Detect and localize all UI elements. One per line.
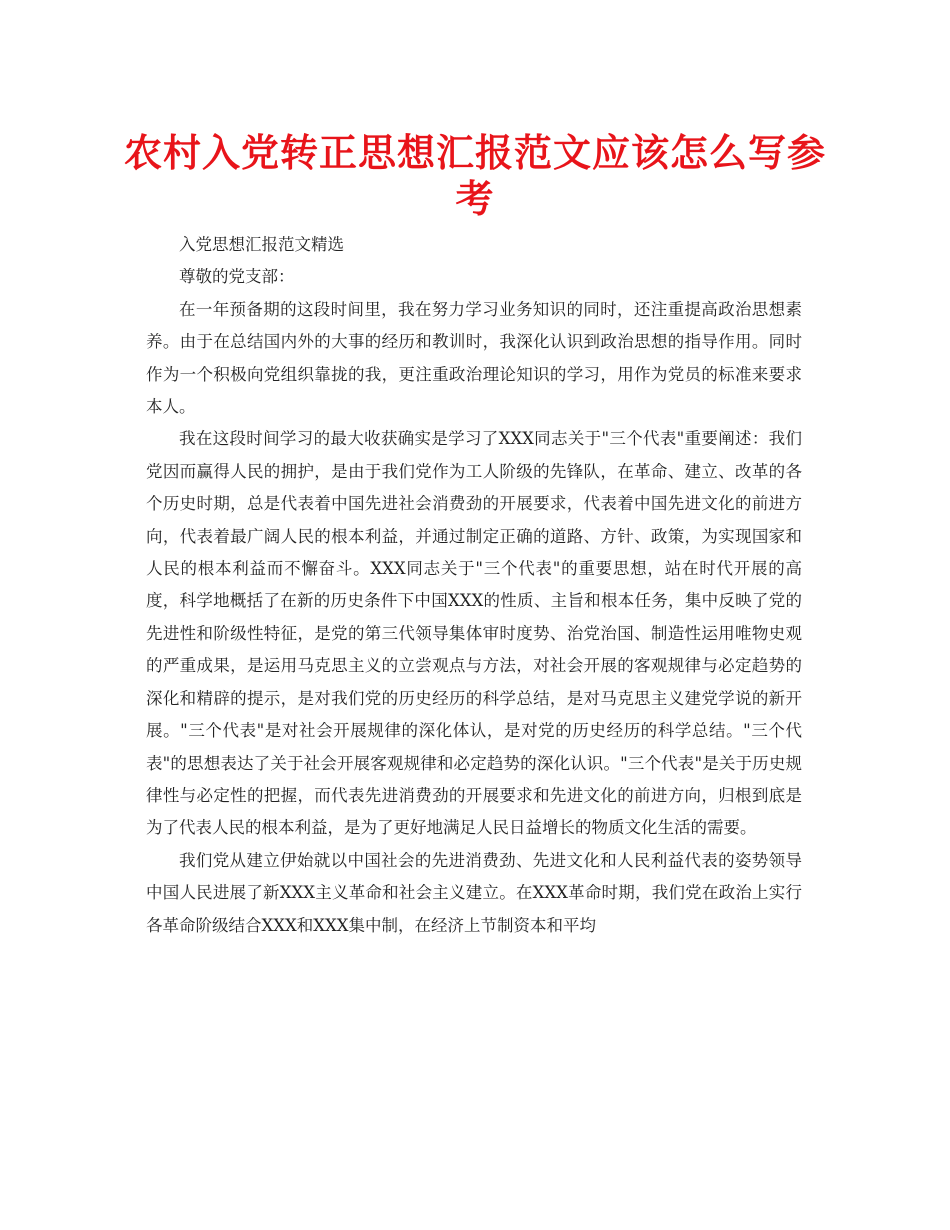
document-title: 农村入党转正思想汇报范文应该怎么写参考	[123, 131, 826, 221]
salutation: 尊敬的党支部：	[179, 267, 295, 287]
document-body	[146, 229, 802, 942]
paragraph-2: 我在这段时间学习的最大收获确实是学习了XXX同志关于"三个代表"重要阐述：我们党因而赢得人民的拥护，是由于我们党作为工人阶级的先锋队，在革命、建立、改革的各个历史时期，总是代表着中国先进社会消费劲的开展要求，代表着中国先进文化的前进方向，代表着最广阔人民的根本利益，并通过制定正确的道路、方针、政策，为实现国家和人民的根本利益而不懈奋斗。XXX同志关于"三个代表"的重要思想，站在时代开展的高度，科学地概括了在新的历史条件下中国XXX的性质、主旨和根本任务，集中反映了党的先进性和阶级性特征，是党的第三代领导集体审时度势、治党治国、制造性运用唯物史观的严重成果，是运用马克思主义的立尝观点与方法，对社会开展的客观规律与必定趋势的深化和精辟的提示，是对我们党的历史经历的科学总结，是对马克思主义建党学说的新开展。"三个代表"是对社会开展规律的深化体认，是对党的历史经历的科学总结。"三个代表"的思想表达了关于社会开展客观规律和必定趋势的深化认识。"三个代表"是关于历史规律性与必定性的把握，而代表先进消费劲的开展要求和先进文化的前进方向，归根到底是为了代表人民的根本利益，是为了更好地满足人民日益增长的物质文化生活的需要。	[146, 429, 802, 838]
paragraph-1: 在一年预备期的这段时间里，我在努力学习业务知识的同时，还注重提高政治思想素养。由于在总结国内外的大事的经历和教训时，我深化认识到政治思想的指导作用。同时作为一个积极向党组织靠拢的我，更注重政治理论知识的学习，用作为党员的标准来要求本人。	[146, 299, 802, 417]
paragraph-3: 我们党从建立伊始就以中国社会的先进消费劲、先进文化和人民利益代表的姿势领导中国人民进展了新XXX主义革命和社会主义建立。在XXX革命时期，我们党在政治上实行各革命阶级结合XXX和XXX集中制，在经济上节制资本和平均	[146, 850, 802, 935]
document-subtitle: 入党思想汇报范文精选	[179, 235, 344, 254]
